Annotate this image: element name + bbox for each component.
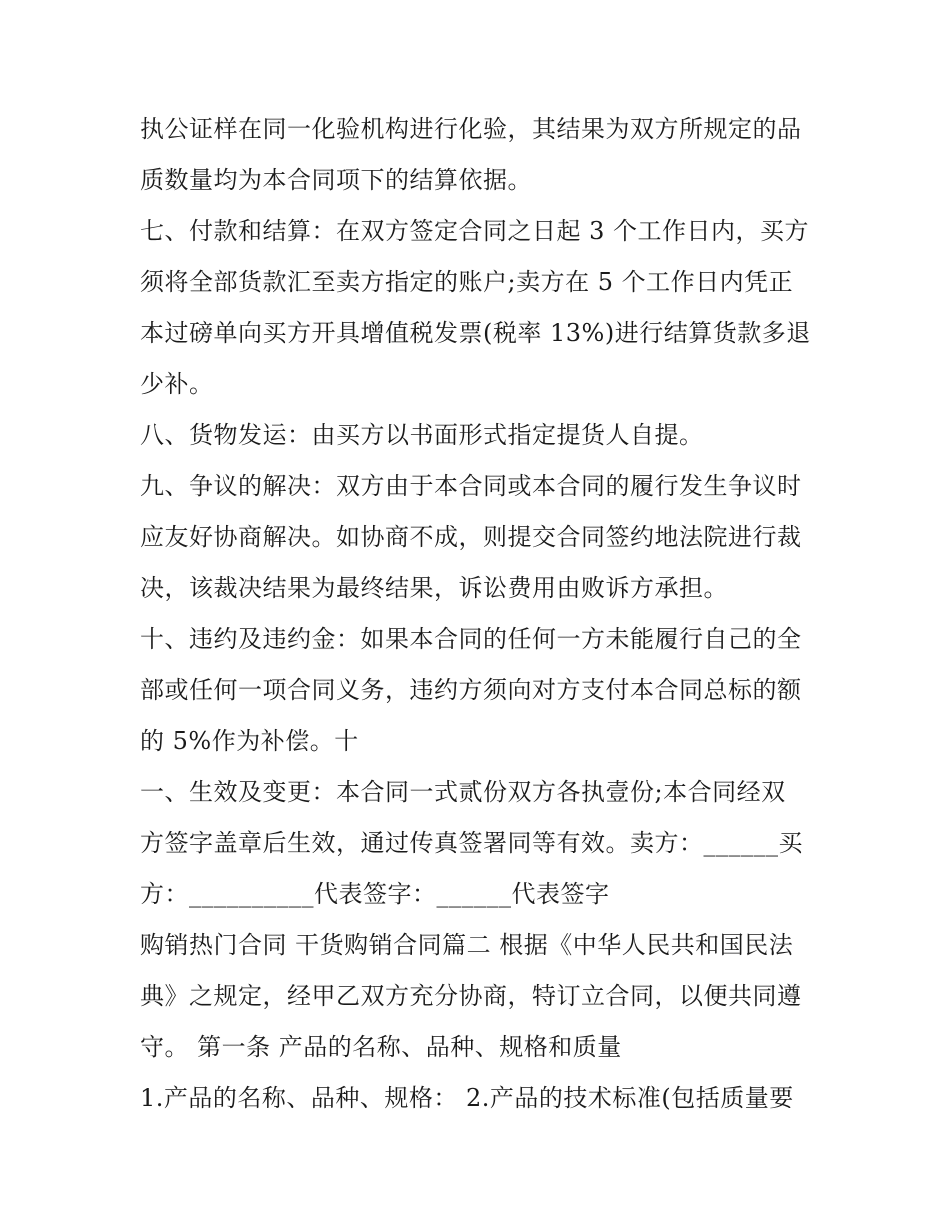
text-line: 1.产品的名称、品种、规格： 2.产品的技术标准(包括质量要 (140, 1084, 794, 1112)
text-line: 少补。 (140, 370, 214, 398)
text-line: 质数量均为本合同项下的结算依据。 (140, 166, 532, 194)
text-line: 守。 第一条 产品的名称、品种、规格和质量 (140, 1033, 622, 1061)
text-line: 九、争议的解决：双方由于本合同或本合同的履行发生争议时 (140, 472, 802, 500)
text-line: 应友好协商解决。如协商不成，则提交合同签约地法院进行裁 (140, 523, 802, 551)
text-line: 八、货物发运：由买方以书面形式指定提货人自提。 (140, 421, 704, 449)
text-line: 执公证样在同一化验机构进行化验，其结果为双方所规定的品 (140, 115, 802, 143)
text-line: 典》之规定，经甲乙双方充分协商，特订立合同，以便共同遵 (140, 982, 802, 1010)
text-line: 须将全部货款汇至卖方指定的账户;卖方在 5 个工作日内凭正 (140, 268, 794, 296)
text-line: 决，该裁决结果为最终结果，诉讼费用由败诉方承担。 (140, 574, 728, 602)
text-line: 一、生效及变更：本合同一式贰份双方各执壹份;本合同经双 (140, 778, 786, 806)
text-line: 十、违约及违约金：如果本合同的任何一方未能履行自己的全 (140, 625, 802, 653)
text-line: 方：__________代表签字：______代表签字 (140, 880, 610, 908)
text-line: 部或任何一项合同义务，违约方须向对方支付本合同总标的额 (140, 676, 802, 704)
text-line: 七、付款和结算：在双方签定合同之日起 3 个工作日内，买方 (140, 217, 810, 245)
text-line: 本过磅单向买方开具增值税发票(税率 13%)进行结算货款多退 (140, 319, 811, 347)
text-line: 的 5%作为补偿。十 (140, 727, 359, 755)
text-line: 购销热门合同 干货购销合同篇二 根据《中华人民共和国民法 (140, 931, 794, 959)
text-line: 方签字盖章后生效，通过传真签署同等有效。卖方：______买 (140, 829, 803, 857)
